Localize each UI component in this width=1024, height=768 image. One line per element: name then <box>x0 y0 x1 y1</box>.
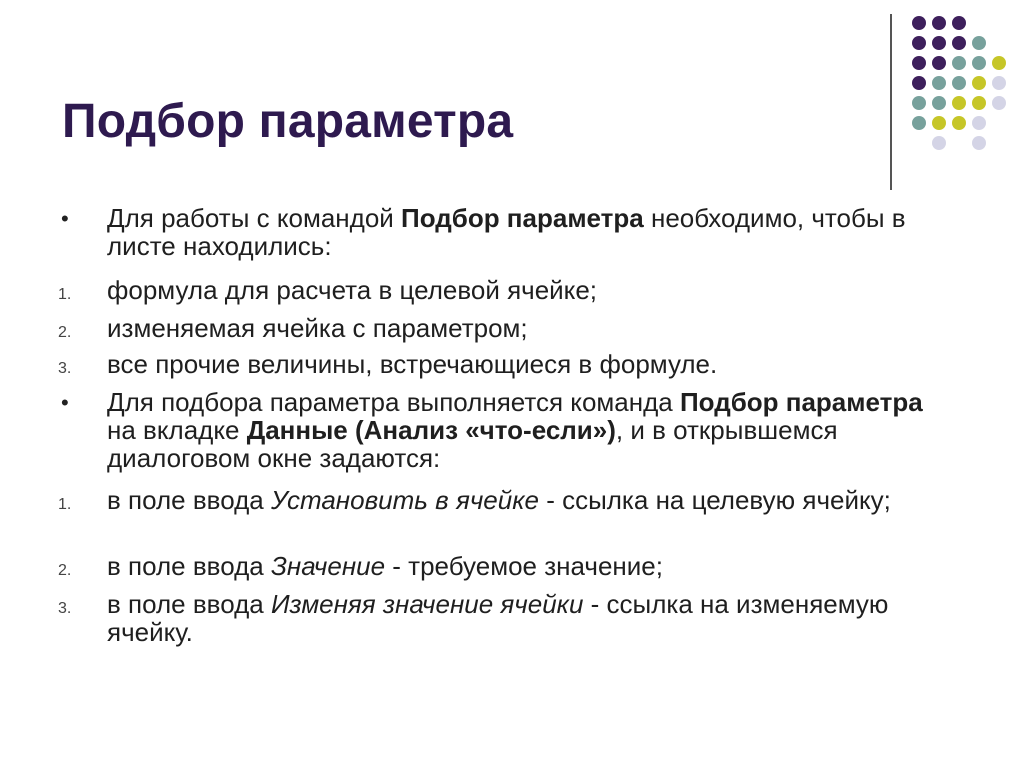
text-segment: формула для расчета в целевой ячейке; <box>107 275 598 305</box>
text-segment: , и в открывшемся диалоговом окне задаются: <box>107 415 838 473</box>
text-segment: - требуемое значение; <box>385 551 663 581</box>
text-segment: Данные (Анализ «что-если») <box>246 415 616 445</box>
list-number: 2. <box>58 324 72 341</box>
item-text <box>107 276 947 304</box>
text-segment: Значение <box>270 551 386 581</box>
text-segment: в поле ввода <box>107 485 271 515</box>
item-text <box>107 388 947 472</box>
text-segment: в поле ввода <box>107 551 271 581</box>
item-text <box>107 552 947 580</box>
text-segment: Установить в ячейке <box>270 485 539 515</box>
list-number: 1. <box>58 496 72 513</box>
list-number: 1. <box>58 286 72 303</box>
list-number: 2. <box>58 562 72 579</box>
item-text <box>107 314 947 342</box>
text-segment: Для подбора параметра выполняется команда <box>107 387 680 417</box>
item-text <box>107 350 947 378</box>
text-segment: - ссылка на изменяемую ячейку. <box>107 589 889 647</box>
text-segment: необходимо, чтобы в листе находились: <box>107 203 906 261</box>
text-segment: все прочие величины, встречающиеся в формуле. <box>107 349 718 379</box>
item-text <box>107 204 947 260</box>
text-segment: на вкладке <box>107 415 247 445</box>
bullet-marker: • <box>61 390 69 415</box>
list-number: 3. <box>58 360 72 377</box>
text-segment: в поле ввода <box>107 589 271 619</box>
text-segment: Подбор параметра <box>401 203 644 233</box>
text-segment: Для работы с командой <box>107 203 402 233</box>
list-number: 3. <box>58 600 72 617</box>
slide-title: Подбор параметра <box>62 95 514 148</box>
bullet-marker: • <box>61 206 69 231</box>
item-text <box>107 590 947 646</box>
text-segment: Изменяя значение ячейки <box>270 589 584 619</box>
text-segment: Подбор параметра <box>679 387 923 417</box>
text-segment: - ссылка на целевую ячейку; <box>538 485 891 515</box>
item-text <box>107 486 947 514</box>
text-segment: изменяемая ячейка с параметром; <box>107 313 528 343</box>
